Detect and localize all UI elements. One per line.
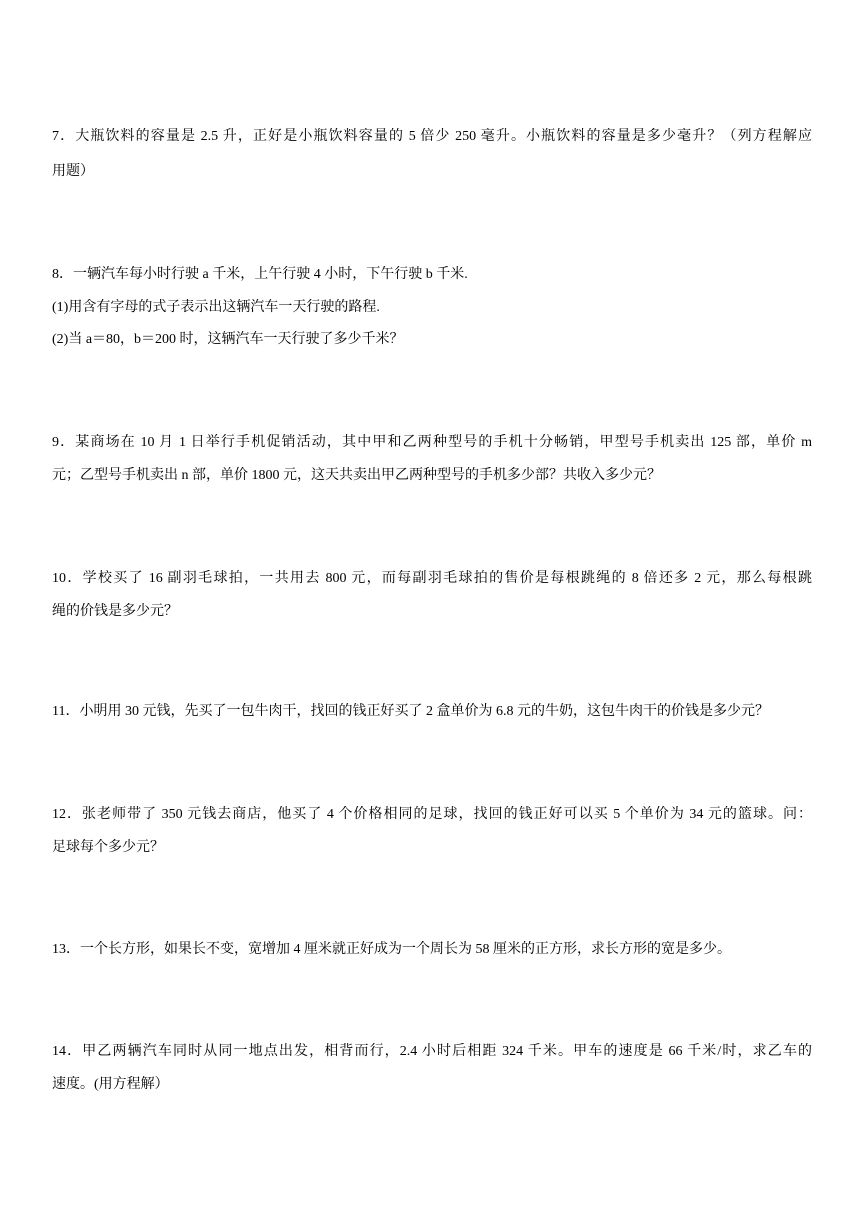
problem-13-line-1: 13．一个长方形，如果长不变，宽增加 4 厘米就正好成为一个周长为 58 厘米的正方形，求长方形的宽是多少。 [52, 942, 731, 957]
problem-14-line-2: 速度。(用方程解） [52, 1077, 169, 1092]
problem-12-line-1: 12．张老师带了 350 元钱去商店，他买了 4 个价格相同的足球，找回的钱正好可以买 5 个单价为 34 元的篮球。问： [52, 807, 812, 822]
problem-9-line-1: 9．某商场在 10 月 1 日举行手机促销活动，其中甲和乙两种型号的手机十分畅销，甲型号手机卖出 125 部，单价 m [52, 435, 812, 450]
problem-8-subquestion-2: (2)当 a＝80，b＝200 时，这辆汽车一天行驶了多少千米？ [52, 332, 404, 347]
problem-12-line-2: 足球每个多少元？ [52, 840, 164, 855]
problem-7-line-1: 7．大瓶饮料的容量是 2.5 升，正好是小瓶饮料容量的 5 倍少 250 毫升。小瓶饮料的容量是多少毫升？（列方程解应 [52, 129, 812, 144]
problem-9-line-2: 元；乙型号手机卖出 n 部，单价 1800 元，这天共卖出甲乙两种型号的手机多少部？共收入多少元？ [52, 468, 661, 483]
problem-8-subquestion-1: (1)用含有字母的式子表示出这辆汽车一天行驶的路程. [52, 300, 380, 315]
problem-11-line-1: 11．小明用 30 元钱，先买了一包牛肉干，找回的钱正好买了 2 盒单价为 6.8 元的牛奶，这包牛肉干的价钱是多少元？ [52, 704, 769, 719]
problem-14-line-1: 14．甲乙两辆汽车同时从同一地点出发，相背而行，2.4 小时后相距 324 千米。甲车的速度是 66 千米/时，求乙车的 [52, 1044, 812, 1059]
problem-8-line-1: 8．一辆汽车每小时行驶 a 千米，上午行驶 4 小时，下午行驶 b 千米. [52, 267, 468, 282]
problem-7-line-2: 用题） [52, 164, 94, 179]
problem-10-line-1: 10．学校买了 16 副羽毛球拍，一共用去 800 元，而每副羽毛球拍的售价是每根跳绳的 8 倍还多 2 元，那么每根跳 [52, 571, 812, 586]
problem-10-line-2: 绳的价钱是多少元？ [52, 604, 178, 619]
